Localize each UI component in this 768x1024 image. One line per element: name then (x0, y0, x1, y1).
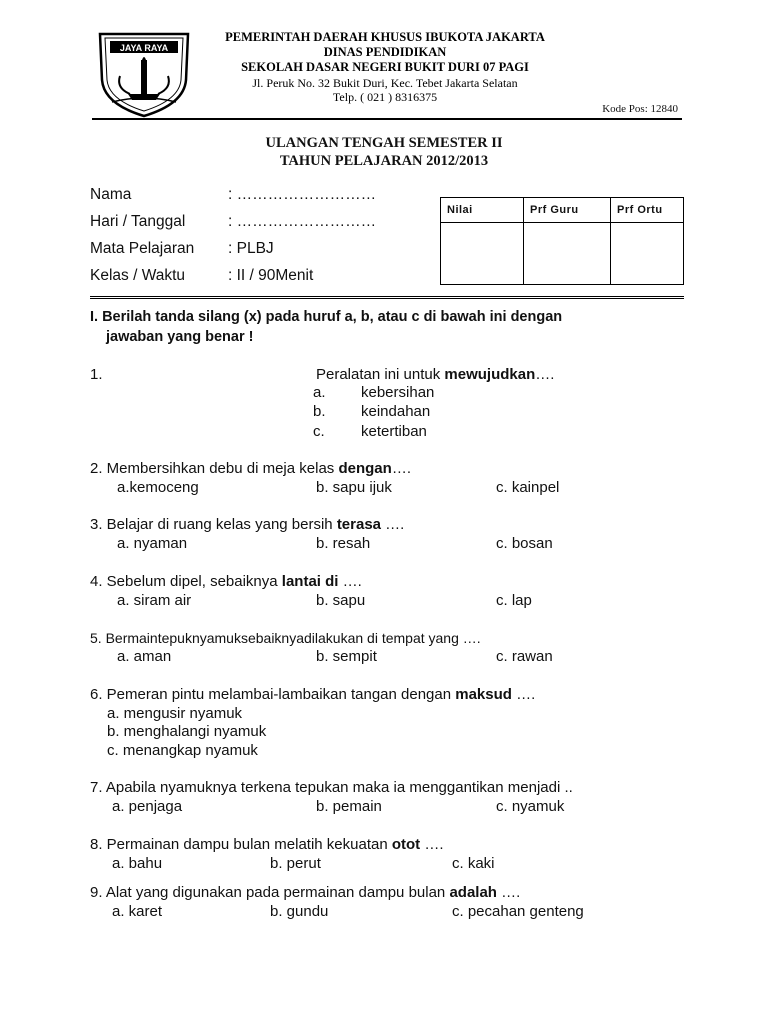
q1-option-c-letter[interactable]: c. (313, 423, 325, 440)
q2-text (90, 460, 411, 477)
q3-text-tail: …. (381, 516, 405, 533)
q6-option-b[interactable]: b. menghalangi nyamuk (107, 723, 267, 740)
q1-option-b-letter[interactable]: b. (313, 403, 326, 420)
q9-option-b[interactable]: b. gundu (270, 903, 329, 920)
q4-option-b[interactable]: b. sapu (316, 592, 366, 609)
q6-text-tail: …. (511, 686, 536, 703)
q1-option-a-letter[interactable]: a. (313, 384, 326, 401)
score-cell-parent[interactable] (611, 223, 684, 285)
q3-option-c[interactable]: c. bosan (496, 535, 553, 552)
q8-text-tail: …. (420, 836, 444, 853)
q1-number: 1. (90, 366, 103, 383)
q5-option-c[interactable]: c. rawan (496, 648, 553, 665)
identity-label-name: Nama (90, 186, 132, 203)
q5-option-a[interactable]: a. aman (117, 648, 172, 665)
q3-option-b[interactable]: b. resah (316, 535, 371, 552)
header-postal-code: Kode Pos: 12840 (602, 103, 678, 115)
q6-text (90, 686, 535, 703)
q1-option-a-text[interactable]: kebersihan (361, 384, 435, 401)
q8-option-b[interactable]: b. perut (270, 855, 321, 872)
svg-text:JAYA RAYA: JAYA RAYA (119, 43, 169, 53)
score-header-nilai: Nilai (441, 198, 524, 223)
identity-label-subject: Mata Pelajaran (90, 240, 195, 257)
q9-text-main: 9. Alat yang digunakan pada permainan dampu bulan (90, 884, 450, 901)
q4-option-a[interactable]: a. siram air (117, 592, 192, 609)
q4-text-main: 4. Sebelum dipel, sebaiknya (90, 573, 282, 590)
identity-value-name: : ……………………… (228, 186, 377, 203)
q6-option-c[interactable]: c. menangkap nyamuk (107, 742, 258, 759)
header-line1: PEMERINTAH DAERAH KHUSUS IBUKOTA JAKARTA (225, 30, 545, 44)
q8-text (90, 836, 444, 853)
q6-option-a[interactable]: a. mengusir nyamuk (107, 705, 243, 722)
score-cell-teacher[interactable] (524, 223, 611, 285)
q9-option-c[interactable]: c. pecahan genteng (452, 903, 584, 920)
q8-option-a[interactable]: a. bahu (112, 855, 163, 872)
score-table (440, 197, 684, 285)
q1-option-b-text[interactable]: keindahan (361, 403, 431, 420)
identity-value-subject: : PLBJ (228, 240, 274, 257)
q2-option-c[interactable]: c. kainpel (496, 479, 560, 496)
q3-text-bold: terasa (336, 516, 382, 533)
identity-value-class: : II / 90Menit (228, 267, 314, 284)
identity-label-class: Kelas / Waktu (90, 267, 186, 284)
q1-text (316, 366, 554, 383)
q3-text-main: 3. Belajar di ruang kelas yang bersih (90, 516, 337, 533)
q7-option-b[interactable]: b. pemain (316, 798, 382, 815)
instruction (90, 307, 690, 347)
q2-text-main: 2. Membersihkan debu di meja kelas (90, 460, 339, 477)
q9-text-tail: …. (496, 884, 521, 901)
q8-text-main: 8. Permainan dampu bulan melatih kekuatan (90, 836, 392, 853)
exam-year: TAHUN PELAJARAN 2012/2013 (279, 153, 489, 169)
q9-text-bold: adalah (449, 884, 497, 901)
q9-text (90, 884, 520, 901)
q8-option-c[interactable]: c. kaki (452, 855, 495, 872)
q7-text: 7. Apabila nyamuknya terkena tepukan maka ia menggantikan menjadi .. (90, 779, 573, 796)
q3-option-a[interactable]: a. nyaman (117, 535, 188, 552)
q9-option-a[interactable]: a. karet (112, 903, 163, 920)
score-header-parent: Prf Ortu (611, 198, 684, 223)
header-line2: DINAS PENDIDIKAN (323, 45, 447, 59)
header-phone: Telp. ( 021 ) 8316375 (332, 90, 438, 104)
instruction-line2: jawaban yang benar ! (106, 329, 254, 345)
q4-text-tail: …. (338, 573, 362, 590)
q2-text-tail: …. (391, 460, 411, 477)
identity-label-date: Hari / Tanggal (90, 213, 186, 230)
jaya-raya-logo (96, 30, 192, 118)
q7-option-c[interactable]: c. nyamuk (496, 798, 565, 815)
exam-title: ULANGAN TENGAH SEMESTER II (265, 135, 503, 151)
q1-text-bold: mewujudkan (444, 366, 536, 383)
q5-text: 5. Bermaintepuknyamuksebaiknyadilakukan di tempat yang …. (90, 630, 481, 646)
header-school-name: SEKOLAH DASAR NEGERI BUKIT DURI 07 PAGI (241, 60, 529, 74)
q2-option-a[interactable]: a.kemoceng (117, 479, 199, 496)
q6-text-bold: maksud (455, 686, 512, 703)
q2-text-bold: dengan (338, 460, 392, 477)
q7-option-a[interactable]: a. penjaga (112, 798, 183, 815)
q5-option-b[interactable]: b. sempit (316, 648, 377, 665)
q6-text-main: 6. Pemeran pintu melambai-lambaikan tangan dengan (90, 686, 456, 703)
q1-option-c-text[interactable]: ketertiban (361, 423, 427, 440)
q4-text-bold: lantai di (281, 573, 339, 590)
identity-value-date: : ……………………… (228, 213, 377, 230)
q1-text-tail: …. (535, 366, 555, 383)
q3-text (90, 516, 404, 533)
header-divider (92, 118, 682, 120)
score-header-teacher: Prf Guru (524, 198, 611, 223)
q4-option-c[interactable]: c. lap (496, 592, 532, 609)
q4-text (90, 573, 362, 590)
q8-text-bold: otot (391, 836, 421, 853)
q1-text-main: Peralatan ini untuk (316, 366, 445, 383)
instruction-line1: I. Berilah tanda silang (x) pada huruf a, b, atau c di bawah ini dengan (90, 309, 563, 325)
score-cell-nilai[interactable] (441, 223, 524, 285)
section-divider (90, 296, 684, 299)
header-address: Jl. Peruk No. 32 Bukit Duri, Kec. Tebet Jakarta Selatan (252, 76, 518, 90)
q2-option-b[interactable]: b. sapu ijuk (316, 479, 392, 496)
